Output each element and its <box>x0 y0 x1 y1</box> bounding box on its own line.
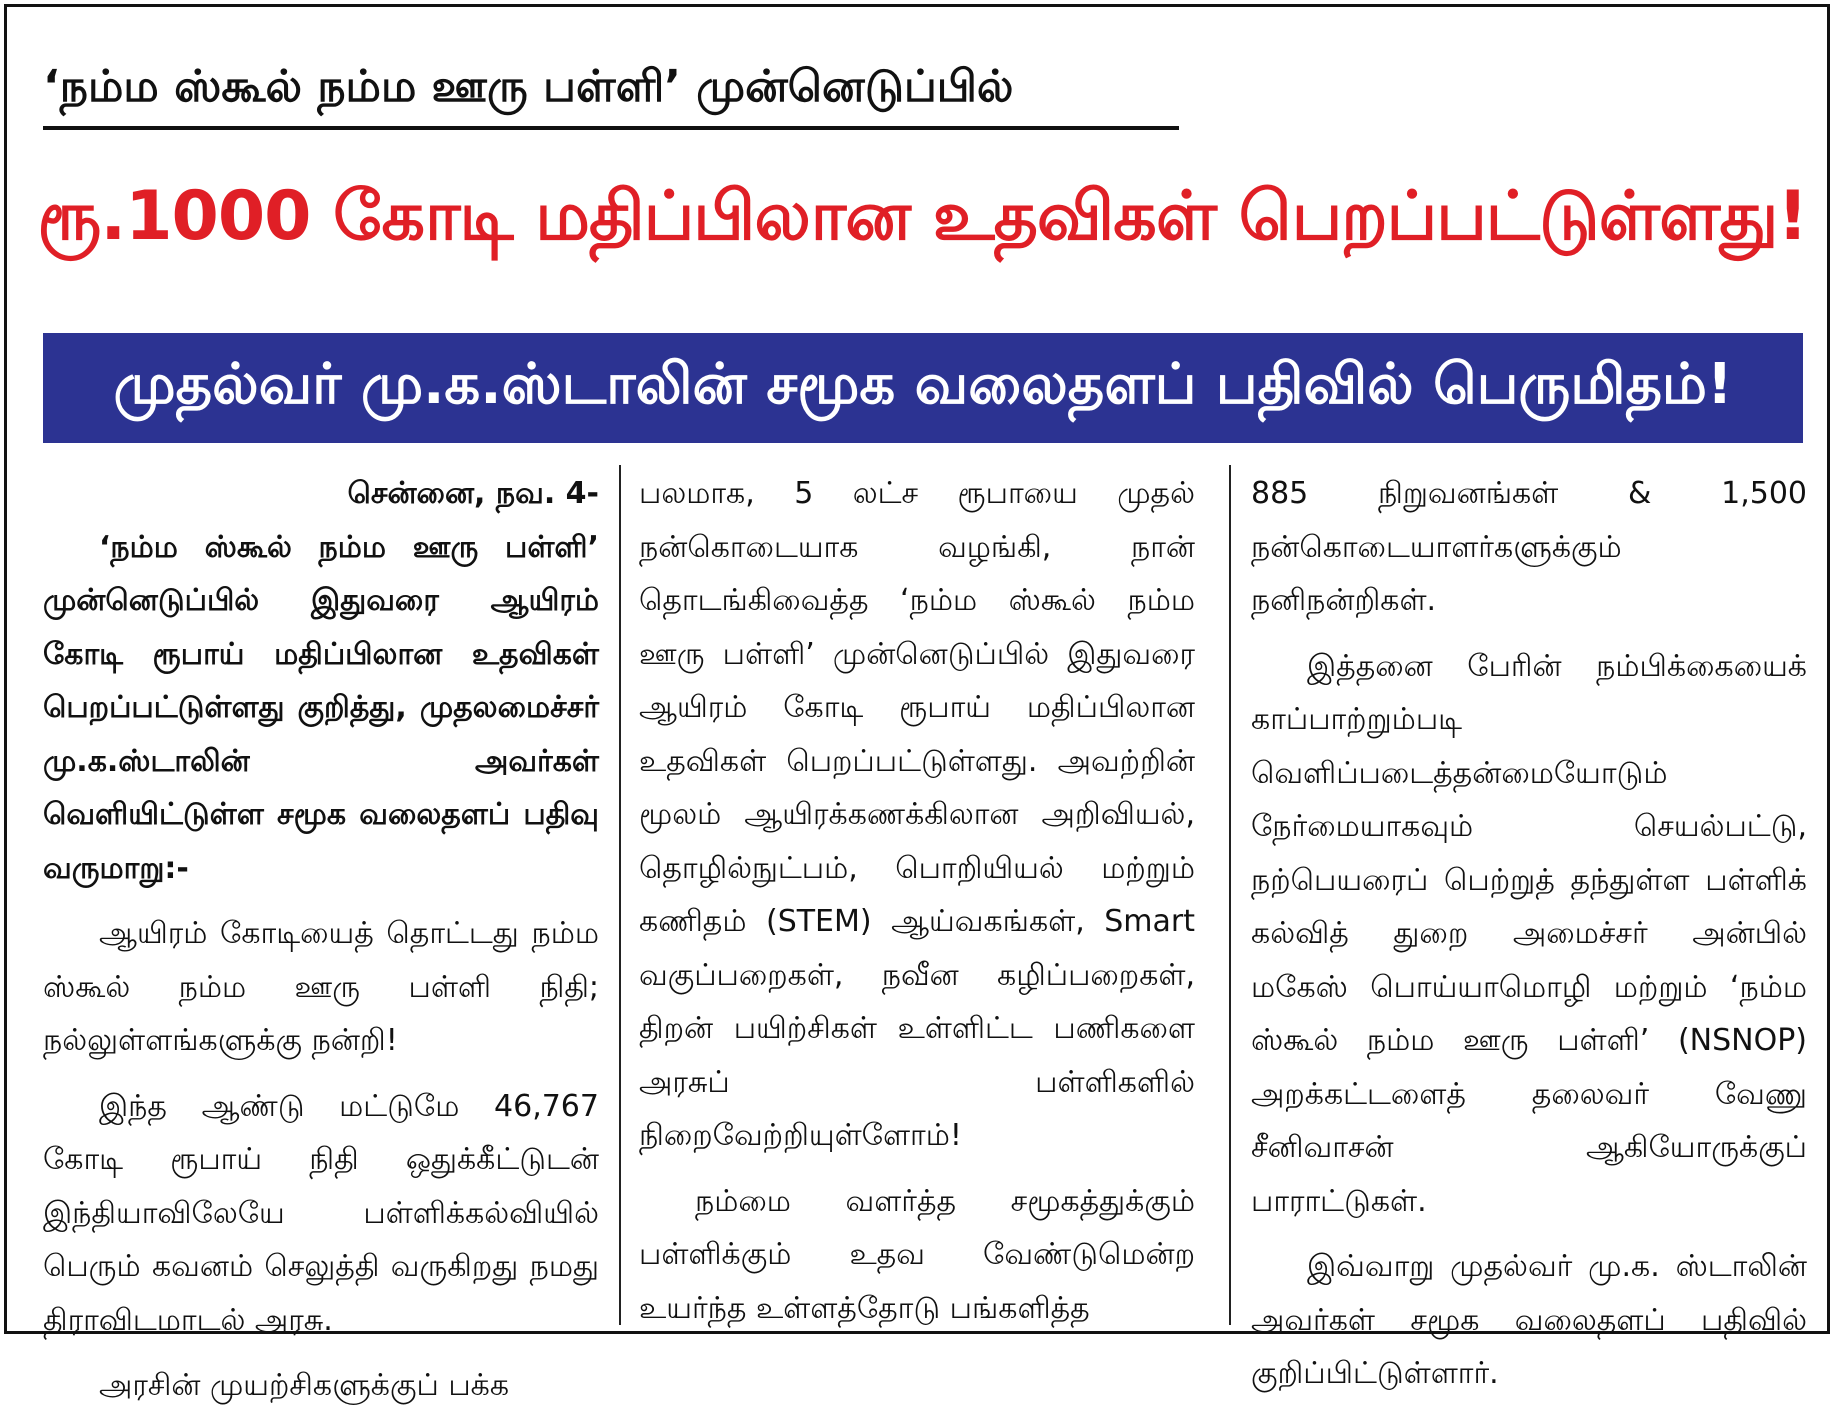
body-paragraph-continued: பலமாக, 5 லட்ச ரூபாயை முதல் நன்கொடையாக வழங்கி, நான் தொடங்கிவைத்த ‘நம்ம ஸ்கூல் நம்ம ஊரு பள்ளி’ முன்னெடுப்பில் இதுவரை ஆயிரம் கோடி ரூபாய் மதிப்பிலான உதவிகள் பெறப்பட்டுள்ளது. அவற்றின் மூலம் ஆயிரக்கணக்கிலான அறிவியல், தொழில்நுட்பம், பொறியியல் மற்றும் கணிதம் (STEM) ஆய்வகங்கள், Smart வகுப்பறைகள், நவீன கழிப்பறைகள், திறன் பயிற்சிகள் உள்ளிட்ட பணிகளை அரசுப் பள்ளிகளில் நிறைவேற்றியுள்ளோம்! <box>639 476 1195 1153</box>
kicker-underline <box>43 126 1179 130</box>
closing-paragraph: இவ்வாறு முதல்வர் மு.க. ஸ்டாலின் அவர்கள் சமூக வலைதளப் பதிவில் குறிப்பிட்டுள்ளார். <box>1251 1249 1807 1391</box>
article-column-3 <box>1251 467 1807 1391</box>
body-paragraph-continued: 885 நிறுவனங்கள் & 1,500 நன்கொடையாளர்களுக்கும் நனிநன்றிகள். <box>1251 476 1807 618</box>
article-frame <box>4 4 1830 1403</box>
article-column-2 <box>639 467 1195 1327</box>
body-paragraph: ஆயிரம் கோடியைத் தொட்டது நம்ம ஸ்கூல் நம்ம ஊரு பள்ளி நிதி; நல்லுள்ளங்களுக்கு நன்றி! <box>43 916 599 1058</box>
intro-paragraph: ‘நம்ம ஸ்கூல் நம்ம ஊரு பள்ளி’ முன்னெடுப்பில் இதுவரை ஆயிரம் கோடி ரூபாய் மதிப்பிலான உதவிகள் பெறப்பட்டுள்ளது குறித்து, முதலமைச்சர் மு.க.ஸ்டாலின் அவர்கள் வெளியிட்டுள்ள சமூக வலைதளப் பதிவு வருமாறு:- <box>43 529 599 886</box>
subheadline-text: முதல்வர் மு.க.ஸ்டாலின் சமூக வலைதளப் பதிவில் பெருமிதம்! <box>113 352 1733 417</box>
main-headline: ரூ.1000 கோடி மதிப்பிலான உதவிகள் பெறப்பட்டுள்ளது! <box>37 177 1808 256</box>
body-paragraph: அரசின் முயற்சிகளுக்குப் பக்க <box>99 1368 510 1403</box>
subheadline-banner <box>43 333 1803 443</box>
dateline: சென்னை, நவ. 4- <box>347 476 599 511</box>
body-paragraph: இத்தனை பேரின் நம்பிக்கையைக் காப்பாற்றும்படி வெளிப்படைத்தன்மையோடும் நேர்மையாகவும் செயல்பட்டு, நற்பெயரைப் பெற்றுத் தந்துள்ள பள்ளிக் கல்வித் துறை அமைச்சர் அன்பில் மகேஸ் பொய்யாமொழி மற்றும் ‘நம்ம ஸ்கூல் நம்ம ஊரு பள்ளி’ (NSNOP) அறக்கட்டளைத் தலைவர் வேணு சீனிவாசன் ஆகியோருக்குப் பாராட்டுகள். <box>1251 648 1807 1219</box>
column-divider <box>1229 465 1231 1325</box>
kicker-headline: ‘நம்ம ஸ்கூல் நம்ம ஊரு பள்ளி’ முன்னெடுப்பில் <box>43 61 1014 112</box>
body-paragraph: நம்மை வளர்த்த சமூகத்துக்கும் பள்ளிக்கும் உதவ வேண்டுமென்ற உயர்ந்த உள்ளத்தோடு பங்களித்த <box>639 1183 1195 1326</box>
article-column-1 <box>43 467 599 1403</box>
body-paragraph: இந்த ஆண்டு மட்டுமே 46,767 கோடி ரூபாய் நிதி ஒதுக்கீட்டுடன் இந்தியாவிலேயே பள்ளிக்கல்வியில் பெரும் கவனம் செலுத்தி வருகிறது நமது திராவிடமாடல் அரசு. <box>43 1088 599 1338</box>
column-divider <box>619 465 621 1325</box>
